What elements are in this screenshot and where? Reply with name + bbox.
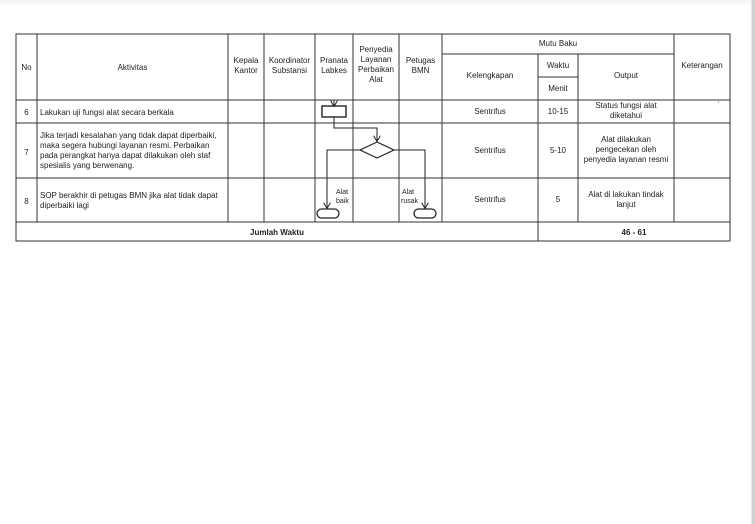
header-penyedia-3: Perbaikan bbox=[357, 65, 395, 74]
decision-diamond bbox=[360, 142, 394, 158]
header-keterangan: Keterangan bbox=[681, 61, 723, 70]
row-kelengkapan: Sentrifus bbox=[474, 107, 506, 116]
row-aktivitas-line: spesialis yang berwenang. bbox=[40, 161, 135, 170]
flow-connector bbox=[334, 117, 377, 141]
header-penyedia-1: Penyedia bbox=[359, 45, 393, 54]
header-output: Output bbox=[613, 71, 639, 80]
footer-jumlah-waktu: Jumlah Waktu bbox=[250, 228, 304, 237]
row-output-line: Alat dilakukan bbox=[601, 135, 651, 144]
header-no: No bbox=[21, 63, 32, 72]
header-mutu-baku: Mutu Baku bbox=[538, 39, 578, 48]
label-alat-baik-1: Alat bbox=[336, 189, 349, 196]
table-row bbox=[24, 101, 719, 120]
row-kelengkapan: Sentrifus bbox=[474, 195, 506, 204]
row-keterangan: ' bbox=[718, 102, 720, 108]
row-output-line: Status fungsi alat bbox=[595, 101, 657, 110]
row-kelengkapan: Sentrifus bbox=[474, 146, 506, 155]
row-waktu: 10-15 bbox=[547, 107, 569, 116]
header-kepala-1: Kepala bbox=[233, 56, 259, 65]
header-pranata-1: Pranata bbox=[319, 56, 349, 65]
row-aktivitas-line: maka segera hubungi layanan resmi. Perbaikan bbox=[40, 141, 210, 150]
row-output-line: lanjut bbox=[616, 200, 636, 209]
label-alat-rusak-2: rusak bbox=[401, 198, 419, 205]
header-petugas-1: Petugas bbox=[405, 56, 436, 65]
flow-labels bbox=[336, 189, 419, 205]
footer-total: 46 - 61 bbox=[621, 228, 647, 237]
header-penyedia-4: Alat bbox=[369, 75, 383, 84]
header-koordinator-1: Koordinator bbox=[268, 56, 311, 65]
row-no: 6 bbox=[24, 108, 29, 117]
row-no: 7 bbox=[24, 148, 29, 157]
row-output-line: pengecekan oleh bbox=[595, 145, 657, 154]
header-koordinator-2: Substansi bbox=[271, 66, 308, 75]
row-output-line: penyedia layanan resmi bbox=[583, 155, 669, 164]
header-aktivitas: Aktivitas bbox=[117, 63, 148, 72]
header-petugas-2: BMN bbox=[411, 66, 430, 75]
header-kelengkapan: Kelengkapan bbox=[466, 71, 514, 80]
header-penyedia-2: Layanan bbox=[360, 55, 392, 64]
row-no: 8 bbox=[24, 197, 29, 206]
row-aktivitas-line: Jika terjadi kesalahan yang tidak dapat diperbaiki, bbox=[40, 131, 217, 140]
row-aktivitas-line: diperbaiki lagi bbox=[40, 201, 89, 210]
table-header bbox=[21, 39, 722, 93]
process-box bbox=[322, 106, 346, 117]
label-alat-rusak-1: Alat bbox=[402, 189, 415, 196]
row-aktivitas-line: SOP berakhir di petugas BMN jika alat tidak dapat bbox=[40, 191, 218, 200]
terminator-rusak bbox=[414, 209, 436, 218]
row-output-line: Alat di lakukan tindak bbox=[588, 190, 664, 199]
label-alat-baik-2: baik bbox=[336, 198, 349, 205]
terminator-baik bbox=[317, 209, 339, 218]
row-output-line: diketahui bbox=[609, 111, 643, 120]
table-footer bbox=[250, 228, 647, 237]
row-waktu: 5-10 bbox=[549, 146, 567, 155]
header-pranata-2: Labkes bbox=[321, 66, 347, 75]
header-kepala-2: Kantor bbox=[234, 66, 258, 75]
row-aktivitas-line: pada perangkat hanya dapat dilakukan oleh staf bbox=[40, 151, 211, 160]
header-menit: Menit bbox=[548, 84, 568, 93]
row-aktivitas-line: Lakukan uji fungsi alat secara berkala bbox=[40, 108, 174, 117]
header-waktu: Waktu bbox=[546, 61, 570, 70]
flowchart bbox=[317, 100, 436, 218]
row-waktu: 5 bbox=[555, 195, 561, 204]
